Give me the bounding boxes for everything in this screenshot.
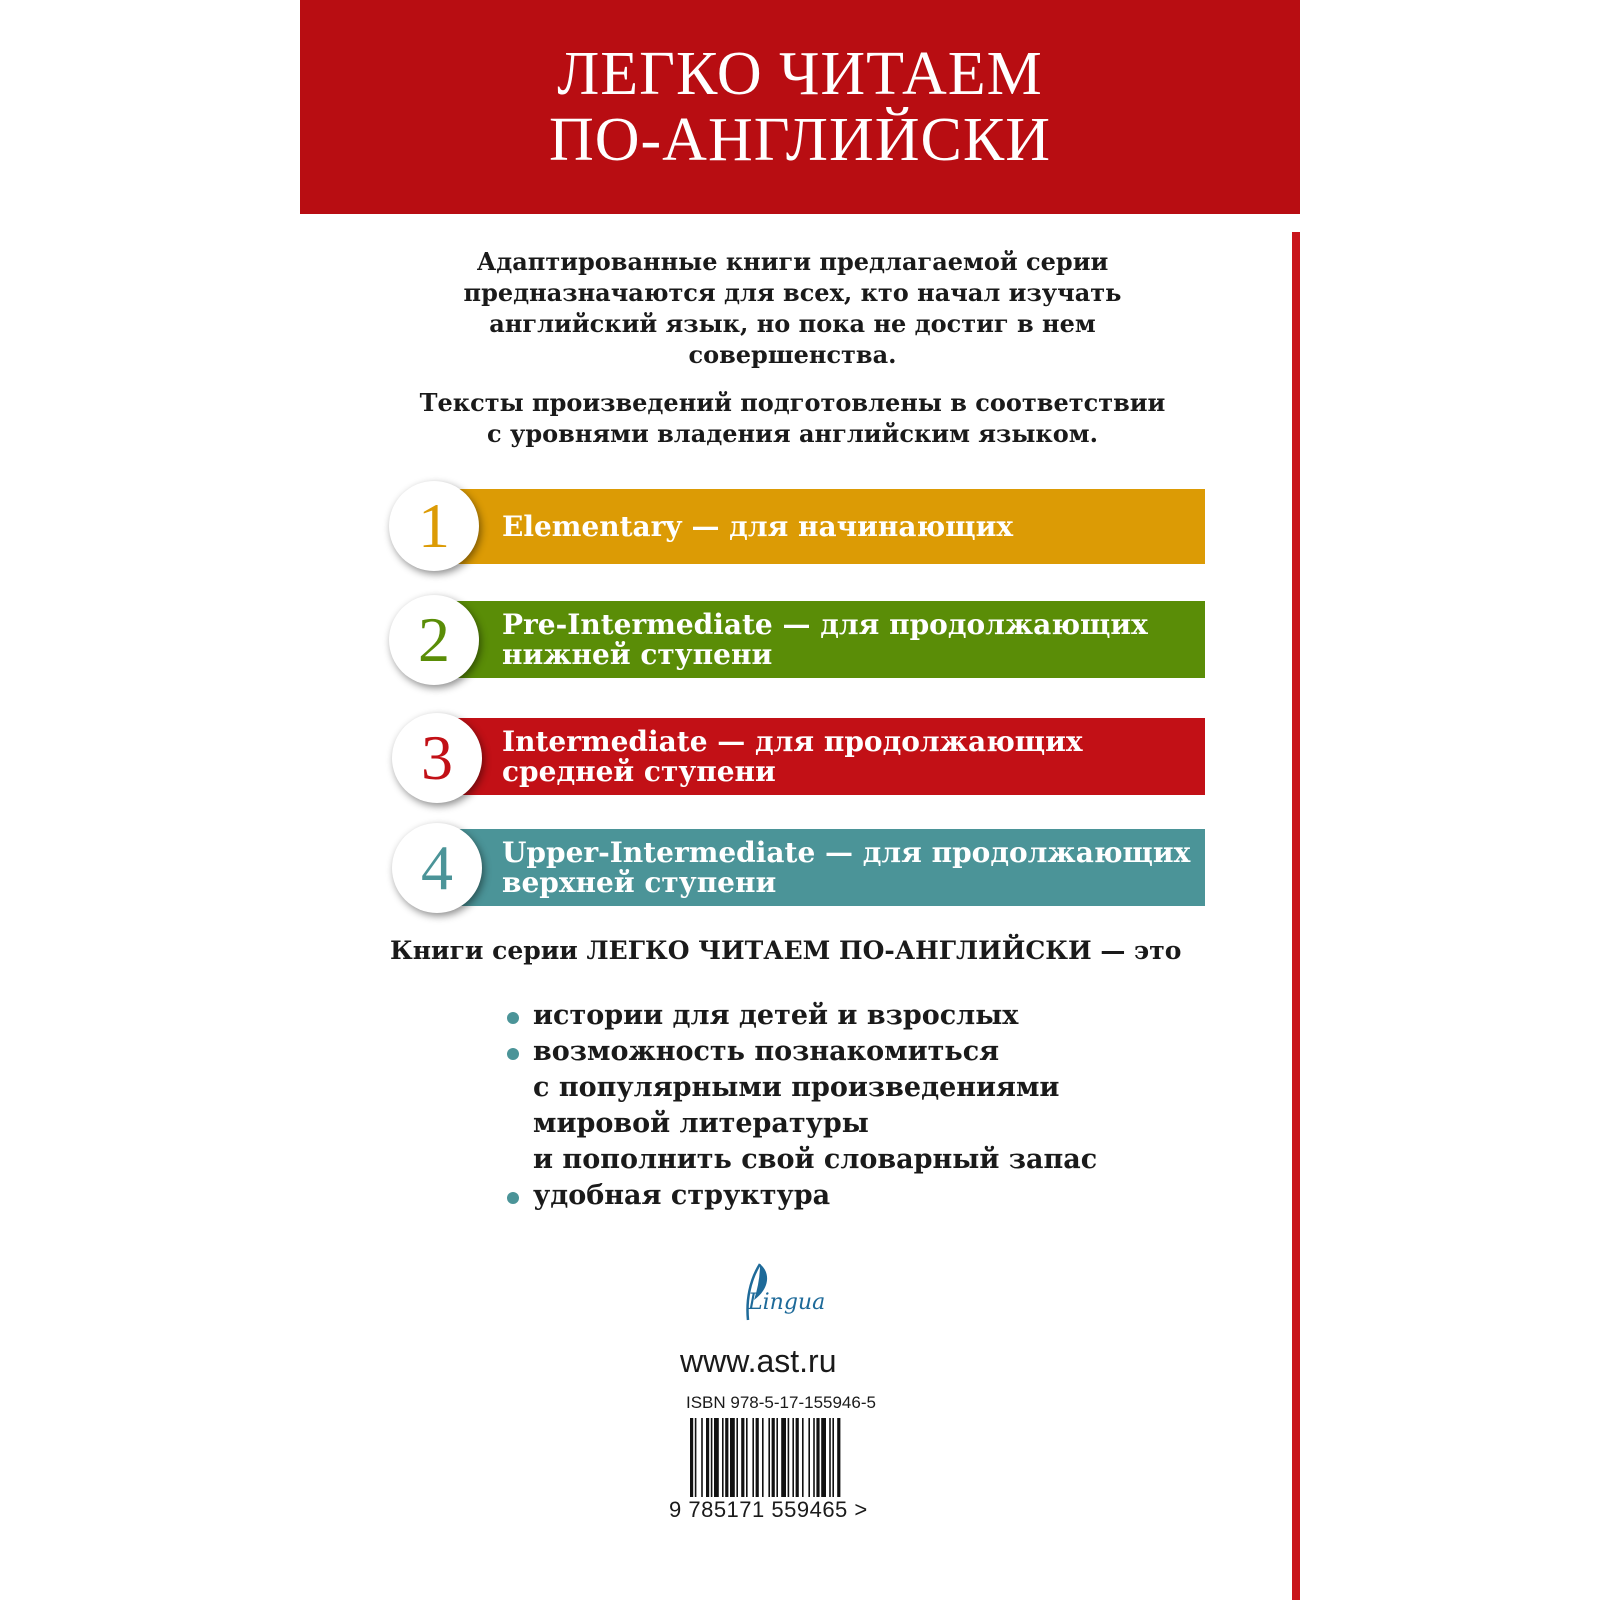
barcode-icon [690,1418,888,1497]
barcode-bar [762,1418,764,1497]
isbn-number: ISBN 978-5-17-155946-5 [686,1393,876,1412]
barcode-bar [808,1418,810,1497]
intro-line: предназначаются для всех, кто начал изучать [463,278,1122,307]
level-bar-intermediate [440,718,1205,795]
level-label: Intermediate — для продолжающих [502,724,1083,758]
barcode-bar [792,1418,794,1497]
barcode-bar [701,1418,703,1497]
level-label: нижней ступени [502,637,773,671]
level-label: Elementary — для начинающих [502,509,1014,543]
bullet-dot-icon [507,1048,519,1060]
list-item [505,1034,1185,1178]
list-item-text: и пополнить свой словарный запас [533,1144,1098,1175]
level-number-badge [392,713,482,803]
intro-line: с уровнями владения английским языком. [487,419,1098,448]
list-item-text: удобная структура [533,1180,831,1211]
level-number: 1 [418,490,450,561]
barcode-bar [772,1418,775,1497]
publisher-logo-text: Lingua [748,1290,826,1315]
barcode-bar [714,1418,719,1497]
list-item [505,998,1185,1034]
barcode-bar [746,1418,748,1497]
barcode-bar [796,1418,799,1497]
intro-paragraph-2 [340,387,1245,449]
barcode-bar [776,1418,778,1497]
spine-stripe [1292,232,1300,1600]
barcode-bar [695,1418,697,1497]
barcode-bar [722,1418,724,1497]
barcode-bar [768,1418,770,1497]
level-label: средней ступени [502,754,776,788]
intro-paragraph-1 [340,246,1245,370]
barcode-bar [781,1418,786,1497]
bullet-dot-icon [507,1192,519,1204]
list-item-text: мировой литературы [533,1108,869,1139]
barcode-digits: 9 785171 559465 > [669,1497,868,1522]
level-bar-elementary [440,489,1205,564]
level-bar-pre-intermediate [440,601,1205,678]
intro-line: Адаптированные книги предлагаемой серии [476,247,1109,276]
level-number: 2 [418,604,450,675]
barcode-bar [821,1418,826,1497]
barcode-bar [706,1418,709,1497]
barcode-bar [802,1418,804,1497]
list-item-text: истории для детей и взрослых [533,1000,1019,1031]
barcode-bar [837,1418,840,1497]
benefits-list [505,998,1185,1214]
title-banner [300,0,1300,214]
barcode-bar [736,1418,738,1497]
barcode-bar [690,1418,693,1497]
barcode-bar [829,1418,831,1497]
barcode-bar [832,1418,834,1497]
level-label: верхней ступени [502,865,777,899]
level-bar-upper-intermediate [440,829,1205,906]
barcode-bar [730,1418,735,1497]
level-number-badge [389,481,479,571]
level-number-badge [392,823,482,913]
list-item-text: с популярными произведениями [533,1072,1060,1103]
intro-line: Тексты произведений подготовлены в соответствии [419,388,1166,417]
level-number: 3 [421,722,453,793]
list-item-text: возможность познакомиться [533,1036,1000,1067]
intro-line: совершенства. [688,340,897,369]
series-benefits-heading: Книги серии ЛЕГКО ЧИТАЕМ ПО-АНГЛИЙСКИ — это [390,936,1182,965]
barcode-bar [788,1418,790,1497]
level-label: Upper-Intermediate — для продолжающих [502,835,1191,869]
level-number: 4 [421,832,453,903]
barcode-bar [741,1418,744,1497]
barcode-bar [725,1418,728,1497]
barcode-bar [756,1418,759,1497]
level-number-badge [389,595,479,685]
bullet-dot-icon [507,1012,519,1024]
barcode-bar [711,1418,713,1497]
series-title-line-1: ЛЕГКО ЧИТАЕМ [557,40,1043,108]
series-title-line-2: ПО-АНГЛИЙСКИ [548,106,1051,174]
list-item [505,1178,1185,1214]
publisher-website: www.ast.ru [680,1343,837,1379]
intro-line: английский язык, но пока не достиг в нем [489,309,1096,338]
barcode-bar [752,1418,754,1497]
level-label: Pre-Intermediate — для продолжающих [502,607,1148,641]
barcode-bar [816,1418,819,1497]
barcode-bar [813,1418,815,1497]
